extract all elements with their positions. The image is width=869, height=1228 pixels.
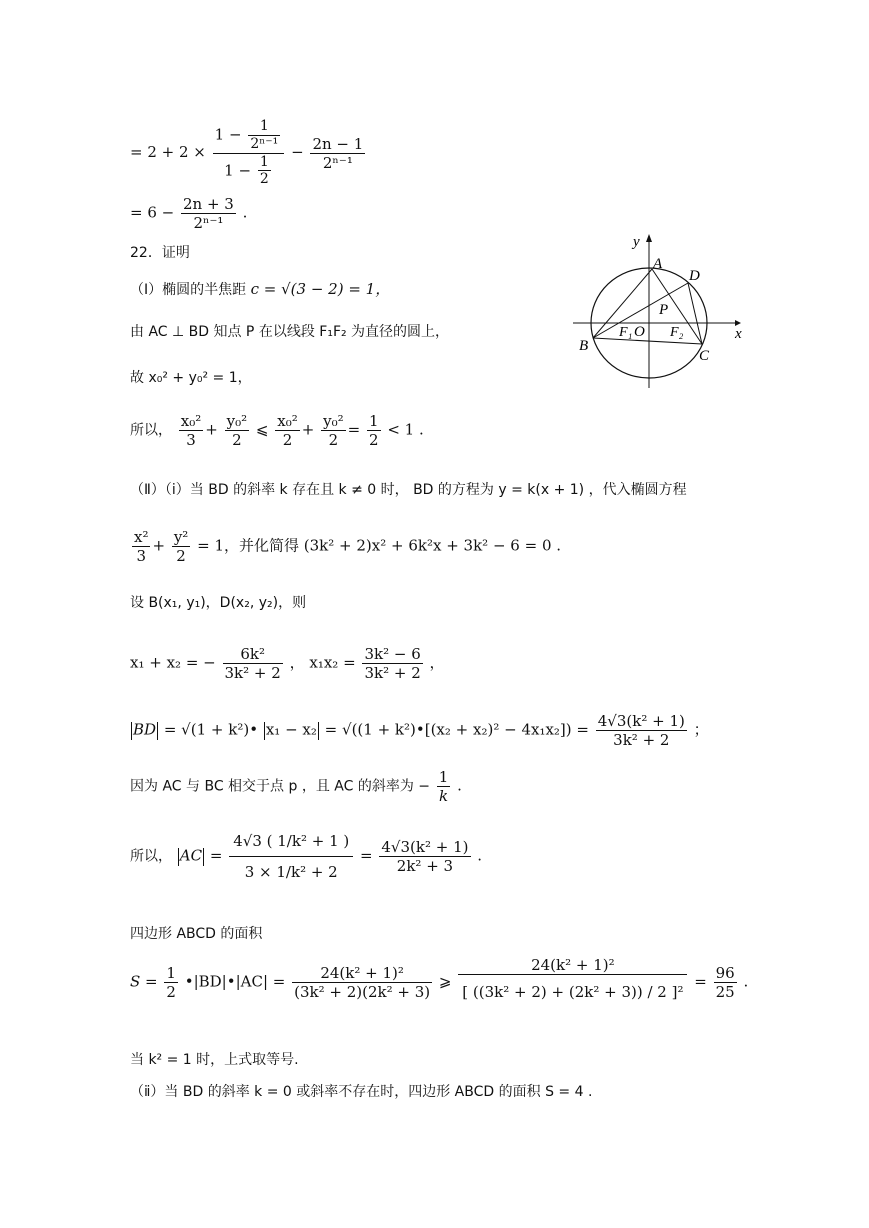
cont-frac2-num: 2n − 1	[312, 134, 364, 153]
p2-l4-f2-den: 3k² + 2	[364, 664, 421, 682]
cont-inner-num: 1	[248, 118, 280, 136]
part2-line-1: （Ⅱ）（ⅰ）当 BD 的斜率 k 存在且 k ≠ 0 时， BD 的方程为 y = k(x + 1) ，代入椭圆方程	[130, 482, 687, 498]
p2-l6-f-den: k	[439, 787, 449, 805]
p1-f2-num: y₀²	[226, 412, 248, 430]
p2-l7-eq: =	[209, 846, 223, 865]
cont2-fraction	[181, 195, 236, 232]
p2-l5-frac	[596, 712, 687, 749]
p2-l5-d: = √((1 + k²)•[(x₂ + x₂)² − 4x₁x₂]) =	[324, 720, 589, 739]
p2-l7-eq2: =	[360, 846, 373, 865]
label-D: D	[689, 268, 700, 284]
segment-DC	[688, 283, 702, 344]
p2-fy-den: 2	[176, 547, 186, 565]
part2-line-4	[130, 645, 445, 682]
p2-l4-b: ， x₁x₂ =	[289, 653, 356, 672]
p2-l9-frac3	[714, 964, 737, 1001]
p2-l7-tail: .	[477, 846, 483, 865]
cont-den-den: 2	[259, 171, 269, 188]
p2-l4-f2-num: 3k² − 6	[364, 645, 421, 663]
p1-f5-num: 1	[368, 412, 379, 430]
cont-den-text: 1 −	[224, 160, 252, 179]
continuation-line-1	[130, 118, 367, 188]
cont2-den: 2ⁿ⁻¹	[193, 214, 224, 232]
p1-f3-den: 2	[282, 431, 293, 449]
p1-frac-5	[367, 412, 381, 449]
label-B: B	[579, 338, 589, 354]
p2-l6-f-num: 1	[438, 768, 449, 786]
p2-l7-bigfrac	[229, 826, 353, 887]
p2-line2-tail: = 1，并化简得 (3k² + 2)x² + 6k²x + 3k² − 6 = 0 .	[197, 536, 562, 555]
p2-l6-a: 因为 AC 与 BC 相交于点 p ，且 AC 的斜率为 −	[130, 778, 431, 795]
label-A: A	[653, 256, 663, 272]
label-y: y	[633, 234, 640, 250]
p2-l9-tail: .	[743, 972, 749, 991]
part1-line-1	[130, 280, 390, 299]
p2-l9-f1-num: 24(k² + 1)²	[292, 964, 432, 983]
p1-frac-3	[275, 412, 300, 449]
cont-num-text: 1 −	[214, 125, 242, 144]
cont-inner-den: 2ⁿ⁻¹	[250, 135, 279, 152]
cont2-prefix: = 6 −	[130, 203, 175, 222]
cont-den-num: 1	[259, 153, 269, 170]
p2-l4-f1-den: 3k² + 2	[224, 664, 281, 682]
p2-l9-b: •|BD|•|AC| =	[184, 972, 286, 991]
cont-inner-fraction	[248, 118, 280, 153]
p2-l5-f-num: 4√3(k² + 1)	[597, 712, 685, 730]
p1-f4-den: 2	[328, 431, 339, 449]
p2-l5-f-den: 3k² + 2	[613, 731, 670, 749]
p2-l9-h-den: 2	[166, 983, 176, 1001]
cont-big-fraction	[213, 118, 285, 188]
cont-den-fraction	[258, 154, 271, 189]
p2-l7-prefix: 所以，	[130, 848, 172, 865]
p1-frac-1	[179, 412, 204, 449]
p2-l6-b: .	[457, 776, 462, 795]
p2-l9-f3-num: 96	[715, 964, 735, 982]
p2-l4-c: ，	[429, 653, 445, 672]
part2-line-3: 设 B(x₁, y₁)，D(x₂, y₂)，则	[130, 595, 307, 611]
p1-f1-den: 3	[186, 431, 196, 449]
p2-l9-half	[164, 964, 178, 1001]
p2-l9-f3-den: 25	[715, 983, 735, 1001]
p2-l9-frac1	[292, 964, 432, 1001]
p2-l9-frac2	[458, 956, 687, 1009]
part1-line4-prefix: 所以，	[130, 422, 172, 439]
part2-line-10: 当 k² = 1 时，上式取等号.	[130, 1052, 299, 1068]
label-F1: F₁	[619, 325, 633, 340]
p2-l9-h-num: 1	[166, 964, 176, 982]
p2-l7-big-den: 3 × 1/k² + 2	[244, 863, 338, 881]
p2-l5-b: = √(1 + k²)•	[163, 720, 259, 739]
part1-label: （Ⅰ）椭圆的半焦距	[130, 282, 247, 298]
p2-fx-den: 3	[136, 547, 147, 565]
p2-l9-eq: =	[694, 972, 707, 991]
cont-minus: −	[291, 143, 304, 162]
label-O: O	[634, 324, 645, 340]
p2-l7-f-den: 2k² + 3	[396, 857, 454, 875]
p2-l4-f1-num: 6k²	[223, 645, 283, 664]
question-heading: 22．证明	[130, 245, 190, 261]
p2-l9-geq: ⩾	[438, 972, 452, 991]
part2-line-8: 四边形 ABCD 的面积	[130, 926, 263, 942]
p2-l5-bd: BD	[133, 720, 157, 739]
part2-line-6	[130, 768, 462, 805]
p1-f3-num: x₀²	[277, 412, 298, 430]
label-C: C	[699, 348, 710, 364]
part1-line-4: 所以， $\frac{\text{x₀²}}{3}$ + $\frac{\text{y₀²}}{2}$ ⩽ $\frac{\text{x₀²}}{2}$ + $\frac{\text{y₀²}}{2}$ = $\frac{1}{2}$ < 1 .	[130, 412, 424, 449]
ellipse-figure	[565, 228, 745, 393]
p1-leq: ⩽	[255, 420, 269, 439]
p2-l7-big-num: 4√3 ( 1/k² + 1 )	[229, 826, 353, 857]
p1-f2-den: 2	[232, 431, 242, 449]
p2-fx-num: x²	[134, 528, 149, 546]
p1-tail: < 1 .	[387, 420, 424, 439]
p2-l4-frac1	[223, 645, 283, 682]
p2-l7-f-num: 4√3(k² + 1)	[381, 838, 469, 856]
label-P: P	[659, 302, 669, 318]
continuation-line-2	[130, 195, 247, 232]
cont-prefix: = 2 + 2 ×	[130, 143, 206, 162]
p2-l4-a: x₁ + x₂ = −	[130, 653, 216, 672]
y-axis-arrow	[646, 234, 652, 242]
part2-line-7	[130, 826, 482, 887]
p1-f5-den: 2	[368, 431, 379, 449]
label-x: x	[735, 326, 742, 342]
p2-fy-num: y²	[173, 528, 189, 546]
part1-line-2: 由 AC ⊥ BD 知点 P 在以线段 F₁F₂ 为直径的圆上，	[130, 324, 450, 340]
cont-frac2-den: 2ⁿ⁻¹	[322, 153, 353, 172]
p2-l5-c: x₁ − x₂	[265, 720, 317, 739]
cont-fraction-2	[310, 135, 365, 172]
p2-l7-frac	[379, 838, 470, 875]
p1-frac-4	[321, 412, 346, 449]
segment-BC	[593, 338, 702, 344]
p2-l7-ac: AC	[179, 846, 203, 865]
part1-eq: c = √(3 − 2) = 1，	[250, 280, 391, 298]
p1-f4-num: y₀²	[323, 412, 344, 430]
p2-l9-f2-den: [ ((3k² + 2) + (2k² + 3)) / 2 ]²	[462, 983, 684, 1001]
p2-l9-f2-num: 24(k² + 1)²	[458, 956, 687, 975]
part2-line-2: $\frac{\text{x²}}{3}$ + $\frac{\text{y²}}{2}$ = 1，并化简得 (3k² + 2)x² + 6k²x + 3k² − 6 = 0 .	[134, 528, 562, 565]
p2-l9-f1-den: (3k² + 2)(2k² + 3)	[294, 983, 431, 1001]
p2-frac-x	[132, 528, 150, 565]
cont2-suffix: .	[242, 203, 248, 222]
part2-line-11: （ⅱ）当 BD 的斜率 k = 0 或斜率不存在时，四边形 ABCD 的面积 S = 4 .	[130, 1084, 593, 1100]
p2-frac-y	[172, 528, 191, 565]
label-F2: F₂	[670, 325, 684, 340]
part2-line-5	[130, 712, 709, 749]
part2-line-9	[130, 956, 748, 1009]
cont2-num: 2n + 3	[183, 195, 234, 213]
p1-f1-num: x₀²	[180, 412, 202, 430]
part1-line-3: 故 x₀² + y₀² = 1，	[130, 370, 252, 386]
p2-l4-frac2	[362, 645, 422, 682]
p2-l6-frac	[437, 768, 451, 805]
p2-l9-a: S =	[130, 972, 158, 991]
p2-l5-e: ；	[693, 720, 709, 739]
p1-frac-2	[225, 412, 250, 449]
